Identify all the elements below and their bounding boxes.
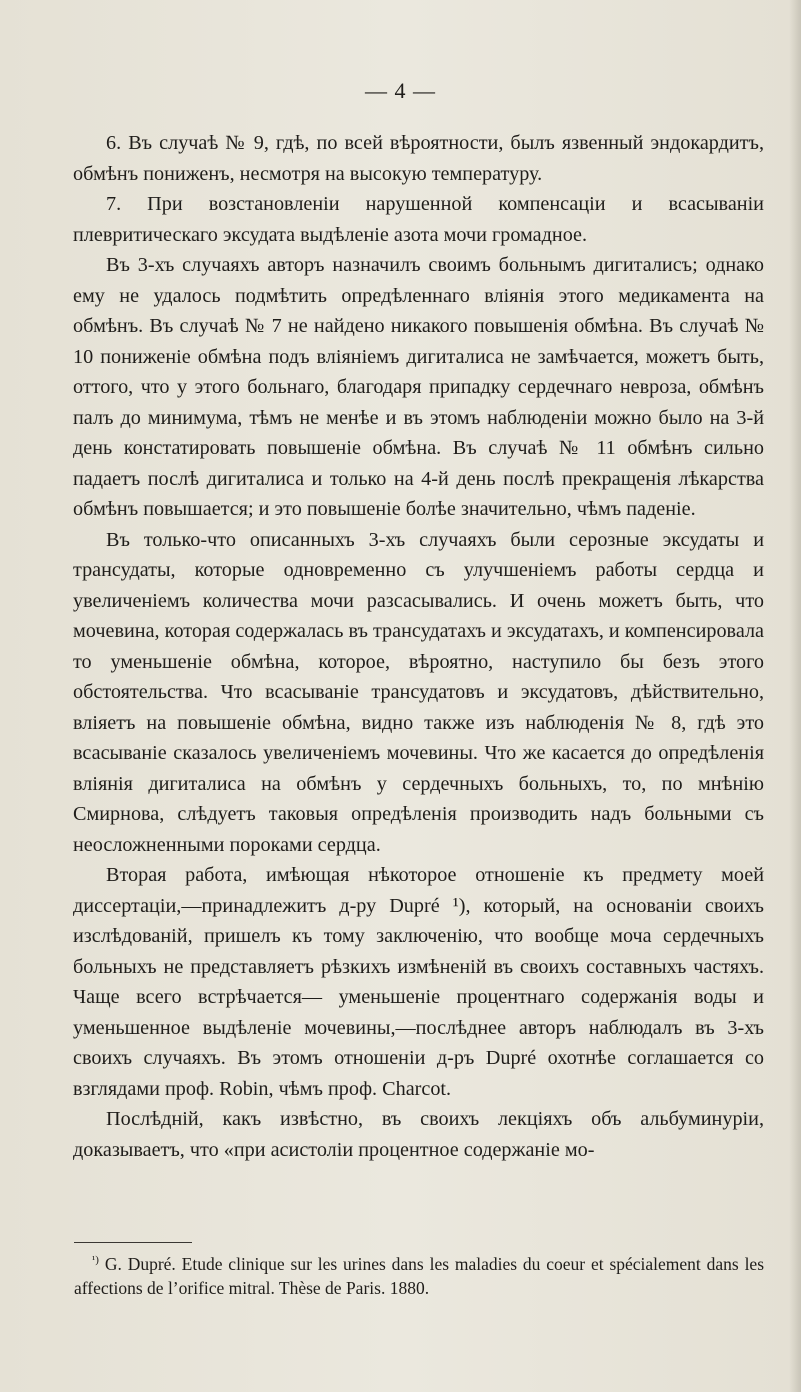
paragraph-dupre-work: Вторая работа, имѣющая нѣкоторое отношеніе къ предмету моей диссертаціи,—принадлежитъ д-ру Dupré ¹), который, на основаніи своихъ изслѣдованій, пришелъ къ тому заключенію, что вообще моча сердечныхъ больныхъ не представляетъ рѣзкихъ измѣненій въ своихъ составныхъ частяхъ. Чаще всего встрѣчается— уменьшеніе процентнаго содержанія воды и уменьшенное выдѣленіе мочевины,—послѣднее авторъ наблюдалъ въ 3-хъ своихъ случаяхъ. Въ этомъ отношеніи д-ръ Dupré охотнѣе соглашается со взглядами проф. Robin, чѣмъ проф. Charcot.: [73, 864, 764, 1100]
page-number: — 4 —: [365, 78, 436, 103]
footnote: [74, 1252, 764, 1300]
paragraph-serous-exudates: Въ только-что описанныхъ 3-хъ случаяхъ были серозные эксудаты и трансудаты, которые одновременно съ улучшеніемъ работы сердца и увеличеніемъ количества мочи разсасывались. И очень можетъ быть, что мочевина, которая содержалась въ трансудатахъ и эксудатахъ, и компенсировала то уменьшеніе обмѣна, которое, вѣроятно, наступило бы безъ этого обстоятельства. Что всасываніе трансудатовъ и эксудатовъ, дѣйствительно, вліяетъ на повышеніе обмѣна, видно также изъ наблюденія № 8, гдѣ это всасываніе сказалось увеличеніемъ мочевины. Что же касается до опредѣленія вліянія дигиталиса на обмѣнъ у сердечныхъ больныхъ, то, по мнѣнію Смирнова, слѣдуетъ таковыя опредѣленія производить надъ больными съ неосложненными пороками сердца.: [73, 528, 764, 856]
footnote-marker: ¹): [92, 1254, 99, 1267]
paragraph-digitalis-cases: Въ 3-хъ случаяхъ авторъ назначилъ своимъ больнымъ дигиталисъ; однако ему не удалось подмѣтить опредѣленнаго вліянія этого медикамента на обмѣнъ. Въ случаѣ № 7 не найдено никакого повышенія обмѣна. Въ случаѣ № 10 пониженіе обмѣна подъ вліяніемъ дигиталиса не замѣчается, можетъ быть, оттого, что у этого больнаго, благодаря припадку сердечнаго невроза, обмѣнъ палъ до минимума, тѣмъ не менѣе и въ этомъ наблюденіи можно было на 3-й день констатировать повышеніе обмѣна. Въ случаѣ № 11 обмѣнъ сильно падаетъ послѣ дигиталиса и только на 4-й день послѣ прекращенія лѣкарства обмѣнъ повышается; и это повышеніе болѣе значительно, чѣмъ паденіе.: [73, 254, 764, 520]
page-edge-shadow: [789, 0, 801, 1392]
footnote-divider: [74, 1242, 192, 1243]
body-text: [73, 128, 764, 1165]
footnote-text: G. Dupré. Etude clinique sur les urines dans les maladies du coeur et spécialement dans les affections de l’orifice mitral. Thèse de Paris. 1880.: [74, 1254, 765, 1298]
paragraph-item-6: 6. Въ случаѣ № 9, гдѣ, по всей вѣроятности, былъ язвенный эндокардитъ, обмѣнъ пониженъ, несмотря на высокую температуру.: [73, 132, 764, 185]
paragraph-albuminuria: Послѣдній, какъ извѣстно, въ своихъ лекціяхъ объ альбуминуріи, доказываетъ, что «при асистоліи процентное содержаніе мо-: [73, 1108, 764, 1161]
paragraph-item-7: 7. При возстановленіи нарушенной компенсаціи и всасываніи плевритическаго эксудата выдѣленіе азота мочи громадное.: [73, 193, 764, 246]
